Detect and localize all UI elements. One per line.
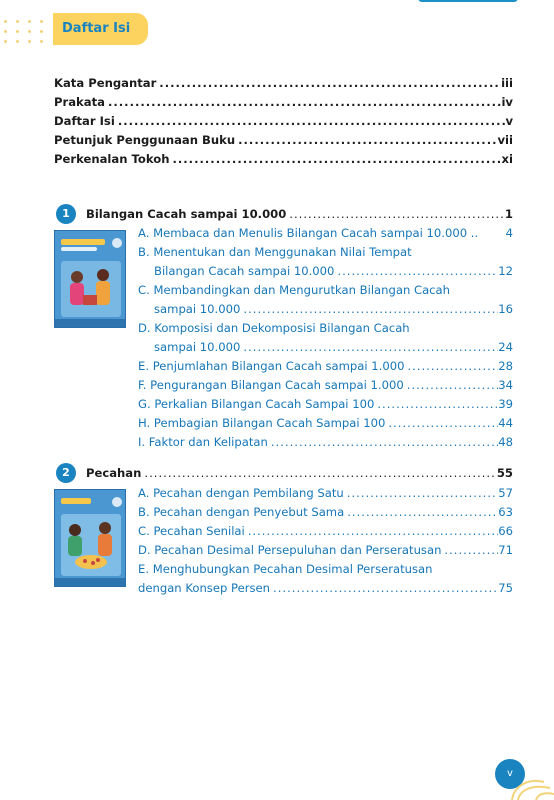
section-page: 71 <box>498 543 513 557</box>
section-1d[interactable] <box>154 338 513 356</box>
section-2e-title[interactable]: E. Menghubungkan Pecahan Desimal Perseratusan <box>138 562 433 576</box>
toc-entry-label: Kata Pengantar <box>54 76 157 90</box>
section-page: 57 <box>498 486 513 500</box>
chapter-title: Pecahan <box>86 466 142 480</box>
section-title-cont: dengan Konsep Persen <box>138 581 271 595</box>
toc-entry-page: vii <box>497 133 513 147</box>
section-title: I. Faktor dan Kelipatan <box>138 435 268 449</box>
toc-entry-label: Prakata <box>54 95 105 109</box>
toc-entry-label: Daftar Isi <box>54 114 115 128</box>
section-page: 12 <box>498 264 513 278</box>
section-title: B. Pecahan dengan Penyebut Sama <box>138 505 345 519</box>
section-title: D. Pecahan Desimal Persepuluhan dan Perseratusan <box>138 543 442 557</box>
section-2e[interactable] <box>138 579 513 597</box>
section-page: 48 <box>498 435 513 449</box>
section-1b-title[interactable]: B. Menentukan dan Menggunakan Nilai Tempat <box>138 245 412 259</box>
toc-entry-page: xi <box>501 152 513 166</box>
section-1c-title[interactable]: C. Membandingkan dan Mengurutkan Bilangan Cacah <box>138 283 451 297</box>
page-number-badge: v <box>495 759 525 789</box>
section-page: 16 <box>498 302 513 316</box>
toc-entry-kata-pengantar[interactable] <box>54 74 513 92</box>
section-title-cont: sampai 10.000 <box>154 302 241 316</box>
page-title: Daftar Isi <box>53 13 148 45</box>
toc-entry-prakata[interactable] <box>54 93 513 111</box>
toc-entry-petunjuk[interactable] <box>54 131 513 149</box>
section-title-cont: sampai 10.000 <box>154 340 241 354</box>
section-page: 66 <box>498 524 513 538</box>
toc-entry-daftar-isi[interactable] <box>54 112 513 130</box>
chapter-number-badge: 1 <box>56 204 76 224</box>
toc-entry-label: Petunjuk Penggunaan Buku <box>54 133 236 147</box>
toc-entry-label: Perkenalan Tokoh <box>54 152 170 166</box>
section-1e[interactable] <box>138 357 513 375</box>
section-title: F. Pengurangan Bilangan Cacah sampai 1.000 <box>138 378 404 392</box>
section-title: H. Pembagian Bilangan Cacah Sampai 100 <box>138 416 386 430</box>
section-2b[interactable] <box>138 503 513 521</box>
section-1d-title[interactable]: D. Komposisi dan Dekomposisi Bilangan Cacah <box>138 321 410 335</box>
toc-entry-page: v <box>505 114 513 128</box>
chapter-2-cover-thumbnail <box>54 489 126 587</box>
section-page: 39 <box>498 397 513 411</box>
section-page: 4 <box>505 226 513 240</box>
section-title: A. Membaca dan Menulis Bilangan Cacah sampai 10.000 .. <box>138 226 479 240</box>
section-page: 75 <box>498 581 513 595</box>
top-accent-bar <box>418 0 518 2</box>
section-1c[interactable] <box>154 300 513 318</box>
chapter-page: 1 <box>504 207 513 221</box>
section-1a[interactable] <box>138 224 513 242</box>
section-page: 24 <box>498 340 513 354</box>
section-1i[interactable] <box>138 433 513 451</box>
section-page: 34 <box>498 378 513 392</box>
section-title: E. Penjumlahan Bilangan Cacah sampai 1.000 <box>138 359 405 373</box>
chapter-page: 55 <box>496 466 513 480</box>
section-1f[interactable] <box>138 376 513 394</box>
section-1h[interactable] <box>138 414 513 432</box>
section-2c[interactable] <box>138 522 513 540</box>
chapter-number-badge: 2 <box>56 463 76 483</box>
section-page: 28 <box>498 359 513 373</box>
section-2a[interactable] <box>138 484 513 502</box>
chapter-title: Bilangan Cacah sampai 10.000 <box>86 207 287 221</box>
section-2d[interactable] <box>138 541 513 559</box>
toc-entry-page: iii <box>501 76 513 90</box>
section-1g[interactable] <box>138 395 513 413</box>
section-title: G. Perkalian Bilangan Cacah Sampai 100 <box>138 397 375 411</box>
chapter-2-heading[interactable] <box>86 464 513 482</box>
section-page: 63 <box>498 505 513 519</box>
chapter-1-heading[interactable] <box>86 205 513 223</box>
chapter-1-cover-thumbnail <box>54 230 126 328</box>
section-page: 44 <box>498 416 513 430</box>
section-title-cont: Bilangan Cacah sampai 10.000 <box>154 264 335 278</box>
toc-entry-perkenalan-tokoh[interactable] <box>54 150 513 168</box>
corner-swirl-icon <box>510 772 554 800</box>
section-1b[interactable] <box>154 262 513 280</box>
section-title: C. Pecahan Senilai <box>138 524 245 538</box>
section-title: A. Pecahan dengan Pembilang Satu <box>138 486 344 500</box>
toc-entry-page: iv <box>501 95 513 109</box>
